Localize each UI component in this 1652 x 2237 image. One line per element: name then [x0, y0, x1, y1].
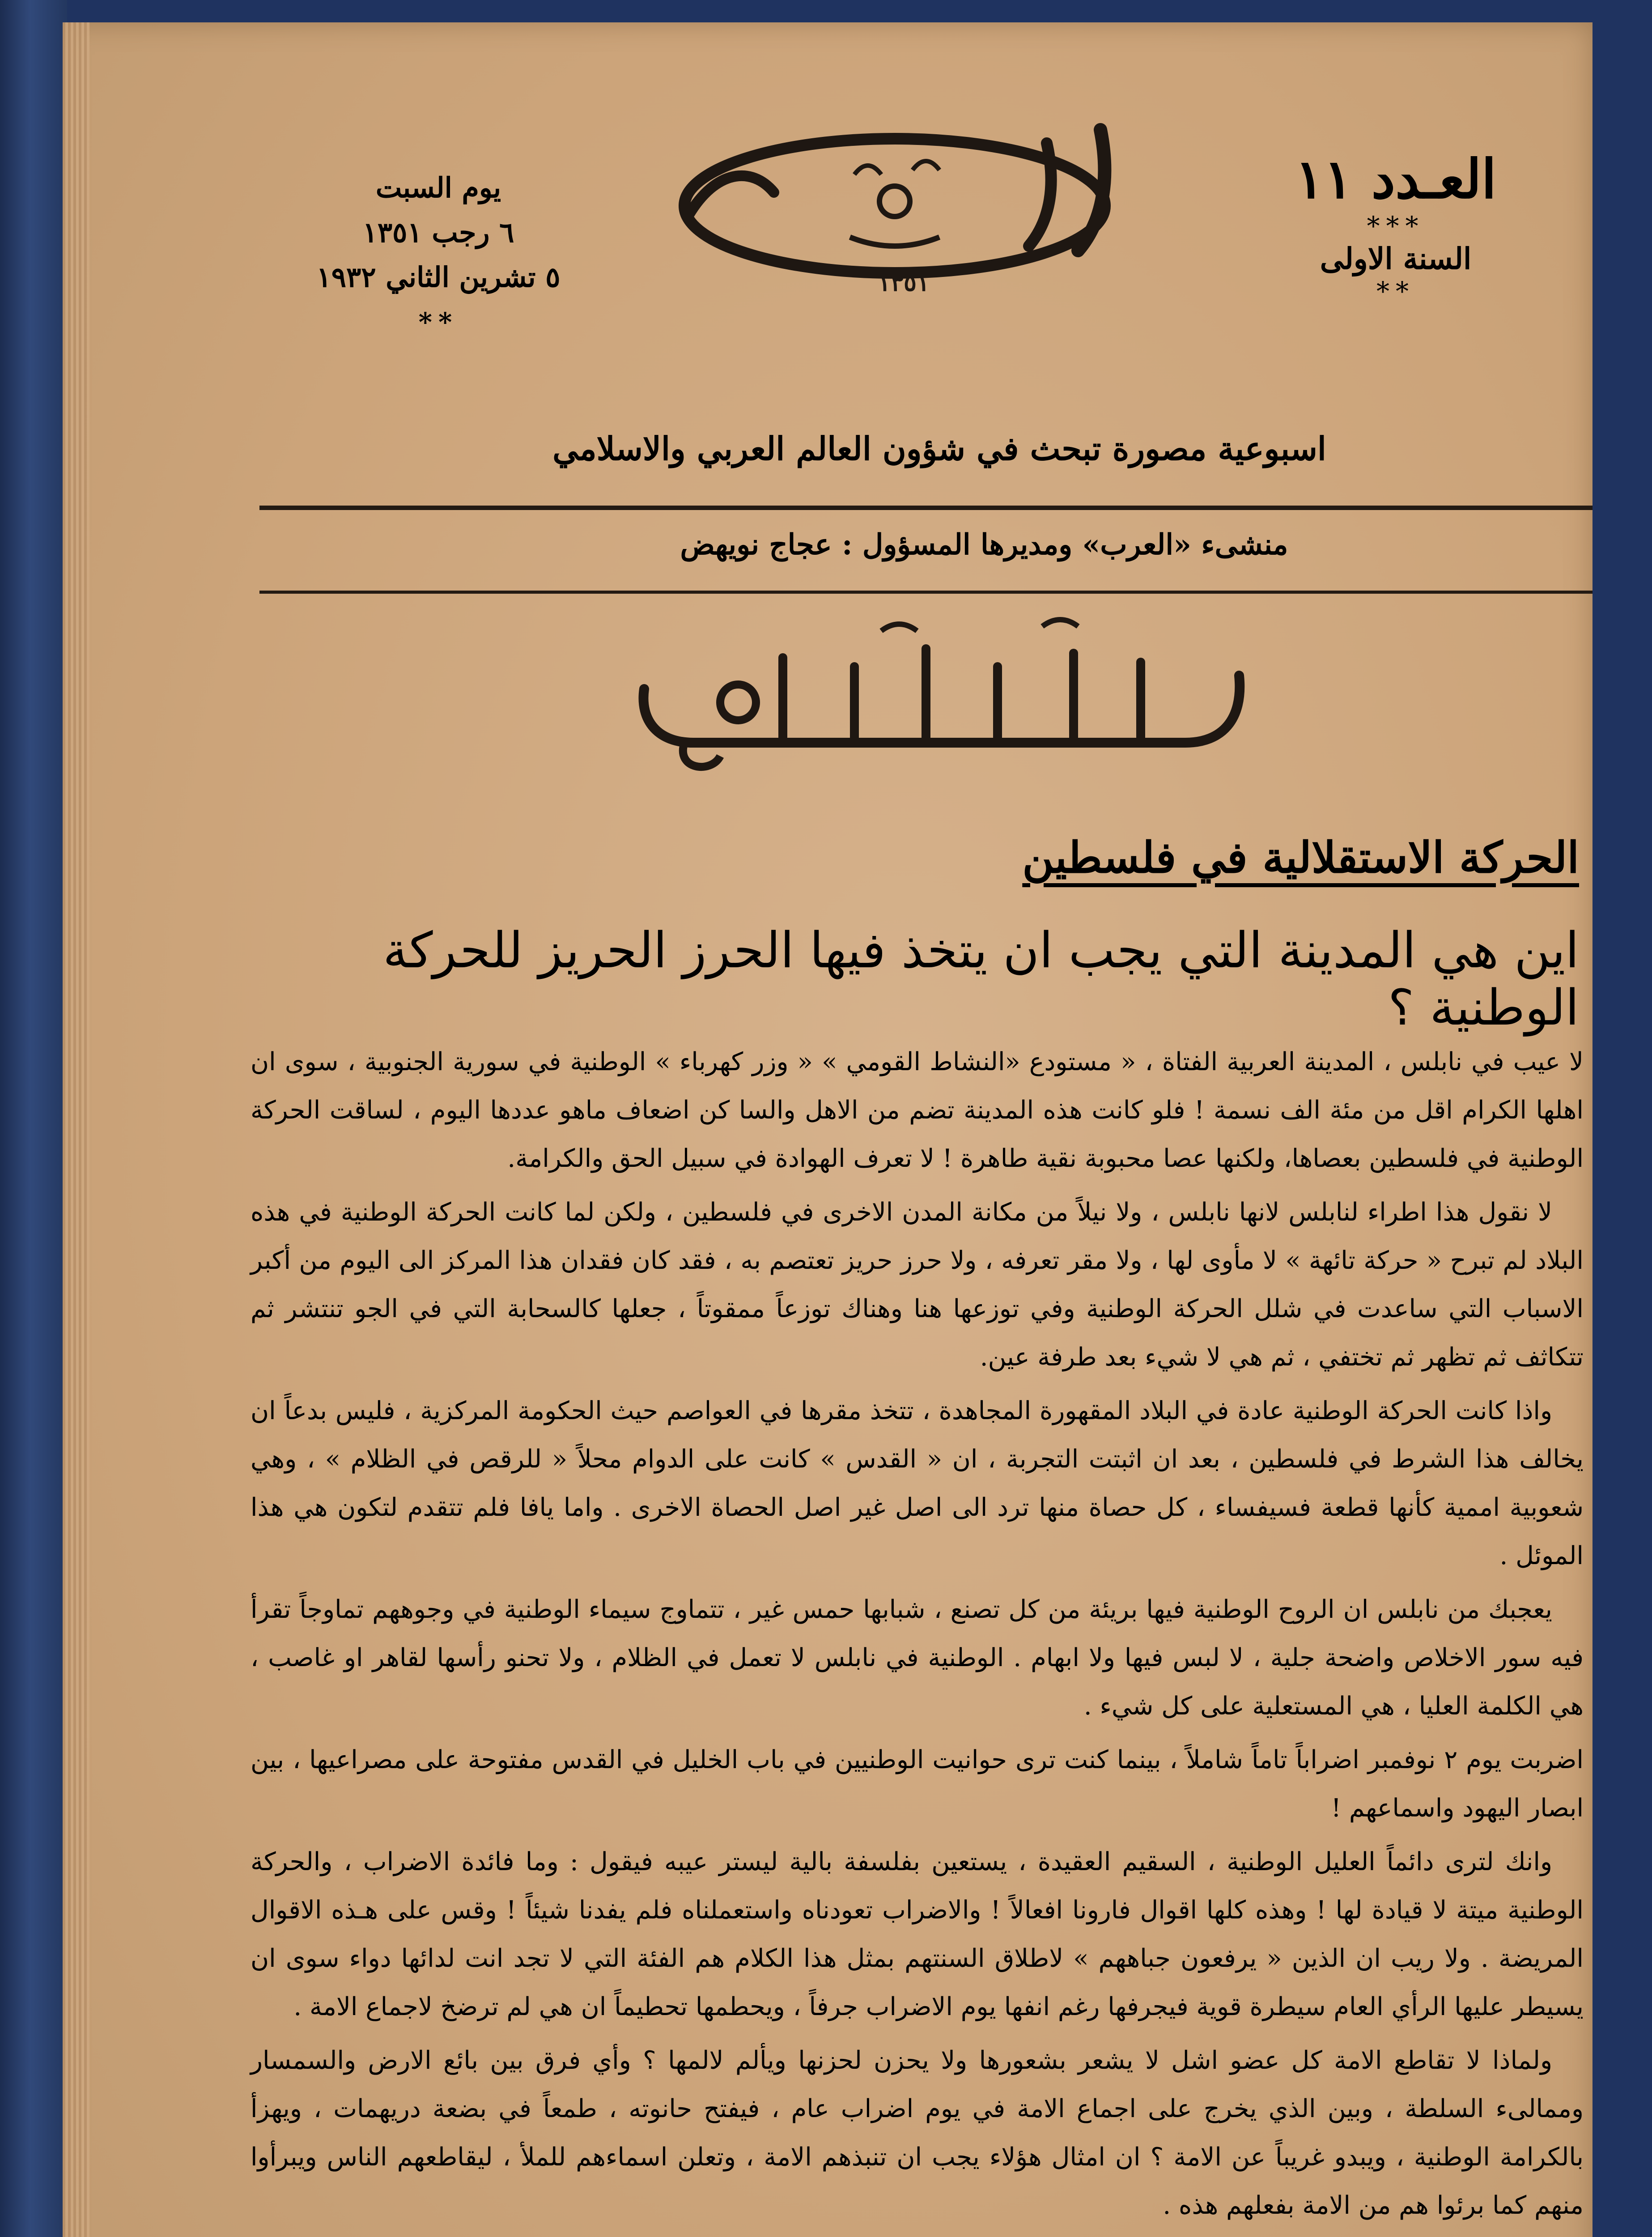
article-paragraph: ولماذا لا تقاطع الامة كل عضو اشل لا يشعر بشعورها ولا يحزن لحزنها ويألم لالمها ؟ وأي فرق بين بائع الارض والسمسار وممالىء السلطة ، وبين الذي يخرج على اجماع الامة في يوم اضراب عام ، فيفتح حانوته ، طمعاً في بضعة دريهمات ، ويهزأ بالكرامة الوطنية ، ويبدو غريباً عن الامة ؟ ان امثال هؤلاء يجب ان تنبذهم الامة ، وتعلن اسماءهم للملأ ، ليقاطعهم الناس ويبرأوا منهم كما برئوا هم من الامة بفعلهم هذه .: [251, 2046, 1584, 2220]
masthead-left: [268, 166, 608, 344]
publisher-rule: [259, 591, 1593, 594]
masthead-title-year: ١٣٥١: [877, 268, 930, 295]
publisher-line: منشىء «العرب» ومديرها المسؤول : عجاج نويهض: [680, 528, 1288, 561]
article-paragraph: يعجبك من نابلس ان الروح الوطنية فيها بريئة من كل تصنع ، شبابها حمس غير ، تتماوج سيماء الوطنية في وجوههم تماوجاً تقرأ فيه سور الاخلاص واضحة جلية ، لا لبس فيها ولا ابهام . الوطنية في نابلس لا تعمل في الظلام ، ولا تحنو رأسها لقاهر او غاصب ، هي الكلمة العليا ، هي المستعلية على كل شيء .: [251, 1595, 1584, 1721]
article-headline: الحركة الاستقلالية في فلسطين: [1022, 832, 1579, 883]
article-paragraph: لا نقول هذا اطراء لنابلس لانها نابلس ، ولا نيلاً من مكانة المدن الاخرى في فلسطين ، ولكن لما كانت الحركة الوطنية في هذه البلاد لم تبرح « حركة تائهة » لا مأوى لها ، ولا مقر تعرفه ، ولا حرز حريز تعتصم به ، فقد كان فقدان هذا المركز الى اليوم من أكبر الاسباب التي ساعدت في شلل الحركة الوطنية وفي توزعها هنا وهناك توزعاً ممقوتاً ، جعلها كالسحابة التي في الجو تنتشر ثم تتكاثف ثم تظهر ثم تختفي ، ثم هي لا شيء بعد طرفة عين.: [251, 1198, 1584, 1372]
article-paragraph: واذا كانت الحركة الوطنية عادة في البلاد المقهورة المجاهدة ، تتخذ مقرها في العواصم حيث الحكومة المركزية ، فليس بدعاً ان يخالف هذا الشرط في فلسطين ، بعد ان اثبتت التجربة ، ان « القدس » كانت على الدوام محلاً « للرقص في الظلام » ، وهي شعوبية اممية كأنها قطعة فسيفساء ، كل حصاة منها ترد الى اصل غير اصل الحصاة الاخرى . واما يافا فلم تتقدم لتكون هي هذا الموئل .: [251, 1396, 1584, 1570]
stars-divider-left: **: [418, 307, 459, 337]
volume-year: السنة الاولى: [1320, 241, 1472, 276]
issue-day: يوم السبت: [375, 171, 501, 204]
article-body: [251, 1038, 1584, 2237]
calligraphy-logo: [662, 103, 1136, 295]
masthead-tagline: اسبوعية مصورة تبحث في شؤون العالم العربي والاسلامي: [552, 430, 1326, 468]
article-paragraph: وانك لترى دائماً العليل الوطنية ، السقيم العقيدة ، يستعين بفلسفة بالية ليستر عيبه فيقول : وما فائدة الاضراب ، والحركة الوطنية ميتة لا قيادة لها ! وهذه كلها اقوال فارونا افعالاً ! والاضراب تعودناه واستعملناه فلم يفدنا شيئاً ! وقس على هـذه الاقوال المريضة . ولا ريب ان الذين « يرفعون جباههم » لاطلاق السنتهم بمثل هذا الكلام هم الفئة التي لا تجد انت لدائها دواء سوى ان يسيطر عليها الرأي العام سيطرة قوية فيجرفها رغم انفها يوم الاضراب جرفاً ، ويحطمها تحطيماً ان هي لم ترضخ لاجماع الامة .: [251, 1847, 1584, 2021]
book-spine: [0, 0, 67, 2237]
page-edges: [63, 22, 89, 2237]
article-paragraph: [251, 2235, 1584, 2237]
gregorian-date: ٥ تشرين الثاني ١٩٣٢: [316, 261, 561, 293]
masthead-right: [1253, 148, 1539, 306]
article-paragraph: اضربت يوم ٢ نوفمبر اضراباً تاماً شاملاً ، بينما كنت ترى حوانيت الوطنيين في باب الخليل في القدس مفتوحة على مصراعيها ، بين ابصار اليهود واسماعهم !: [251, 1745, 1584, 1823]
stars-divider: ***: [1367, 211, 1425, 241]
stars-divider-2: **: [1376, 276, 1415, 306]
article-subheadline: اين هي المدينة التي يجب ان يتخذ فيها الحرز الحريز للحركة الوطنية ؟: [383, 922, 1579, 1036]
issue-number: العـدد ١١: [1295, 148, 1497, 211]
article-paragraph: لا عيب في نابلس ، المدينة العربية الفتاة ، « مستودع «النشاط القومي » « وزر كهرباء » الوطنية في سورية الجنوبية ، سوى ان اهلها الكرام اقل من مئة الف نسمة ! فلو كانت هذه المدينة تضم من الاهل والسا كن اضعاف ماهو عددها اليوم ، لساقت الحركة الوطنية في فلسطين بعصاها، ولكنها عصا محبوبة نقية طاهرة ! لا تعرف الهوادة في سبيل الحق والكرامة.: [251, 1047, 1584, 1173]
top-rule: [259, 506, 1593, 510]
hijri-date: ٦ رجب ١٣٥١: [362, 216, 514, 249]
masthead-title-logo: [662, 103, 1136, 295]
section-title: [604, 608, 1275, 687]
